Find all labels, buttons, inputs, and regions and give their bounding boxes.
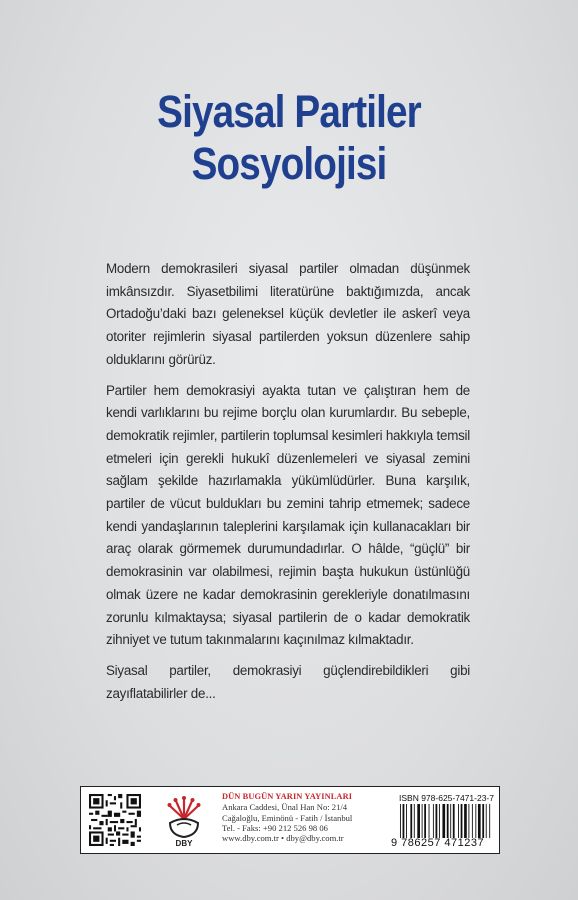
publisher-web: www.dby.com.tr • dby@dby.com.tr — [222, 833, 344, 844]
publisher-details — [222, 792, 372, 843]
isbn-label: ISBN 978-625-7471-23-7 — [399, 793, 494, 803]
blurb-paragraph-1: Modern demokrasileri siyasal partiler olmadan düşünmek imkânsızdır. Siyasetbilimi literatürüne baktığımızda, ancak Ortadoğu’daki bazı geleneksel küçük devletler ile askerî veya otoriter rejimlerin siyasal partilerden yoksun düzenlere sahip olduklarını görürüz. — [106, 261, 470, 367]
logo-text: DBY — [175, 839, 193, 847]
title-line-2: Sosyolojisi — [191, 138, 387, 189]
publisher-info-box — [80, 786, 500, 854]
back-cover-blurb — [106, 258, 470, 713]
barcode-icon — [399, 804, 493, 838]
title-line-1: Siyasal Partiler — [157, 86, 421, 137]
isbn-digits: 9 786257 471237 — [391, 837, 485, 849]
qr-code-icon — [89, 794, 141, 846]
book-title — [40, 86, 537, 190]
publisher-name: DÜN BUGÜN YARIN YAYINLARI — [222, 792, 353, 801]
publisher-address-1: Ankara Caddesi, Ünal Han No: 21/4 — [222, 802, 348, 813]
blurb-paragraph-3: Siyasal partiler, demokrasiyi güçlendirebildikleri gibi zayıflatabilirler de... — [106, 662, 470, 701]
publisher-logo — [165, 793, 203, 847]
publisher-phone: Tel. - Faks: +90 212 526 98 06 — [222, 822, 328, 833]
publisher-address-2: Cağaloğlu, Eminönü - Fatih / İstanbul — [222, 812, 353, 823]
blurb-paragraph-2: Partiler hem demokrasiyi ayakta tutan ve çalıştıran hem de kendi varlıklarını bu rejime borçlu olan kurumlardır. Bu sebeple, demokratik rejimler, partilerin toplumsal kesimleri hakkıyla temsil etmeleri için gerekli hukukî düzenlemeleri ve siyasal zemini sağlam şekilde hazırlamakla yükümlüdürler. Buna karşılık, partiler de vücut buldukları bu zemini tahrip etmemek; sadece kendi yandaşlarının taleplerini karşılamak için kullanacakları bir araç olarak görmemek durumundadırlar. O hâlde, “güçlü” bir demokrasinin var olabilmesi, rejimin başta hukukun üstünlüğü olmak üzere ne kadar demokrasinin gerekleriyle donatılmasını zorunlu kılmaktaysa; siyasal partilerin de o kadar demokratik zihniyet ve tutum takınmalarını kaçınılmaz kılmaktadır. — [106, 382, 470, 648]
